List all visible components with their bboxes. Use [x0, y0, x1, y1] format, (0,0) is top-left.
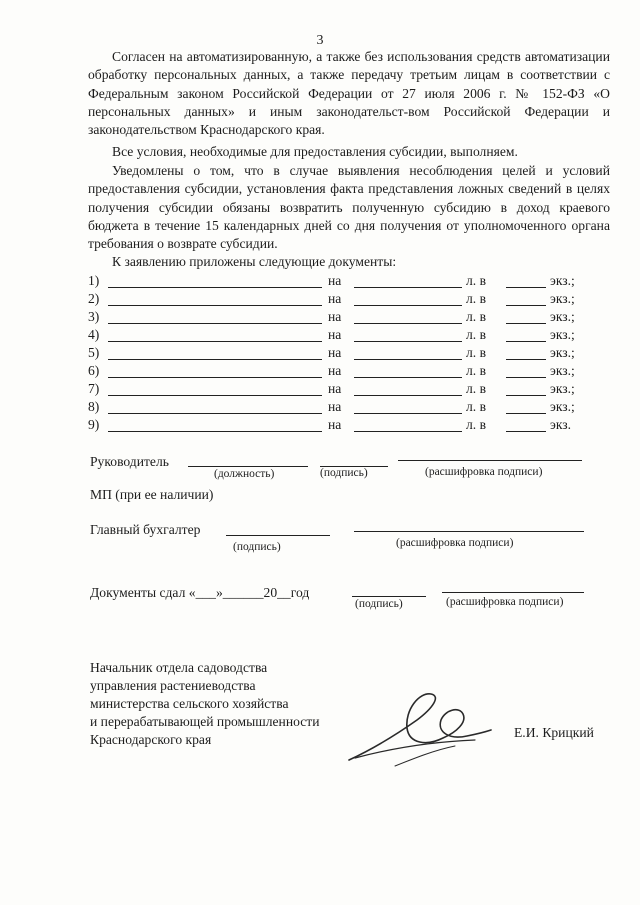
submitted-signature-caption: (подпись)	[355, 598, 403, 610]
document-name-line[interactable]	[108, 359, 322, 360]
official-title-line: министерства сельского хозяйства	[90, 696, 289, 711]
official-title-line: Краснодарского края	[90, 732, 212, 747]
official-name: Е.И. Крицкий	[514, 725, 594, 740]
document-name-line[interactable]	[108, 431, 322, 432]
row-number: 9)	[88, 417, 100, 432]
copies-label: экз.;	[550, 381, 575, 396]
row-number: 6)	[88, 363, 100, 378]
submitted-decoding-line[interactable]	[442, 592, 584, 593]
sheets-label: л. в	[466, 399, 486, 414]
sheets-count-line[interactable]	[354, 323, 462, 324]
row-number: 1)	[88, 273, 100, 288]
na-label: на	[328, 273, 342, 288]
accountant-signature-caption: (подпись)	[233, 541, 281, 553]
head-position-line[interactable]	[188, 466, 308, 467]
row-number: 4)	[88, 327, 100, 342]
na-label: на	[328, 345, 342, 360]
sheets-count-line[interactable]	[354, 287, 462, 288]
copies-count-line[interactable]	[506, 341, 546, 342]
sheets-label: л. в	[466, 273, 486, 288]
sheets-count-line[interactable]	[354, 377, 462, 378]
copies-count-line[interactable]	[506, 431, 546, 432]
document-row	[88, 345, 608, 363]
document-name-line[interactable]	[108, 395, 322, 396]
accountant-decoding-line[interactable]	[354, 531, 584, 532]
copies-label: экз.;	[550, 363, 575, 378]
na-label: на	[328, 327, 342, 342]
copies-count-line[interactable]	[506, 413, 546, 414]
sheets-count-line[interactable]	[354, 305, 462, 306]
sheets-label: л. в	[466, 417, 486, 432]
copies-label: экз.	[550, 417, 572, 432]
copies-count-line[interactable]	[506, 377, 546, 378]
row-number: 2)	[88, 291, 100, 306]
official-title-line: управления растениеводства	[90, 678, 256, 693]
na-label: на	[328, 291, 342, 306]
head-decoding-line[interactable]	[398, 460, 582, 461]
sheets-count-line[interactable]	[354, 341, 462, 342]
document-name-line[interactable]	[108, 341, 322, 342]
copies-label: экз.;	[550, 399, 575, 414]
head-position-caption: (должность)	[214, 468, 275, 480]
sheets-label: л. в	[466, 381, 486, 396]
document-name-line[interactable]	[108, 323, 322, 324]
document-name-line[interactable]	[108, 287, 322, 288]
document-name-line[interactable]	[108, 377, 322, 378]
head-label: Руководитель	[90, 454, 169, 469]
copies-count-line[interactable]	[506, 287, 546, 288]
accountant-signature-line[interactable]	[226, 535, 330, 536]
consent-paragraph: Согласен на автоматизированную, а также без использования средств автоматизации обработку персональных данных, а также передачу третьим лицам в соответствии с Федеральным законом Российской Федерации от 27 июля 2006 г. № 152-ФЗ «О персональных данных» и иным законодательст-вом Российской Федерации и законодательством Краснодарского края.	[88, 49, 610, 138]
na-label: на	[328, 363, 342, 378]
copies-label: экз.;	[550, 291, 575, 306]
sheets-label: л. в	[466, 291, 486, 306]
notice-paragraph: Уведомлены о том, что в случае выявления несоблюдения целей и условий предоставления субсидии, установления факта представления ложных сведений в целях получения субсидии обязаны возвратить полученную субсидию в доход краевого бюджета в течение 15 календарных дней со дня получения от уполномоченного органа требования о возврате субсидии.	[88, 163, 610, 252]
submitted-signature-line[interactable]	[352, 596, 426, 597]
na-label: на	[328, 309, 342, 324]
document-name-line[interactable]	[108, 305, 322, 306]
sheets-label: л. в	[466, 363, 486, 378]
conditions-paragraph: Все условия, необходимые для предоставления субсидии, выполняем.	[112, 144, 518, 159]
document-row	[88, 363, 608, 381]
row-number: 5)	[88, 345, 100, 360]
row-number: 3)	[88, 309, 100, 324]
copies-label: экз.;	[550, 327, 575, 342]
stamp-label: МП (при ее наличии)	[90, 487, 214, 502]
sheets-count-line[interactable]	[354, 359, 462, 360]
copies-label: экз.;	[550, 273, 575, 288]
page-number: 3	[316, 33, 324, 48]
document-row	[88, 399, 608, 417]
na-label: на	[328, 417, 342, 432]
document-row	[88, 381, 608, 399]
document-row	[88, 291, 608, 309]
copies-count-line[interactable]	[506, 395, 546, 396]
sheets-count-line[interactable]	[354, 431, 462, 432]
accountant-label: Главный бухгалтер	[90, 522, 201, 537]
document-row	[88, 417, 608, 435]
copies-count-line[interactable]	[506, 305, 546, 306]
document-name-line[interactable]	[108, 413, 322, 414]
document-row	[88, 327, 608, 345]
head-signature-caption: (подпись)	[320, 467, 368, 479]
row-number: 7)	[88, 381, 100, 396]
copies-label: экз.;	[550, 309, 575, 324]
sheets-count-line[interactable]	[354, 413, 462, 414]
document-row	[88, 309, 608, 327]
copies-count-line[interactable]	[506, 323, 546, 324]
na-label: на	[328, 381, 342, 396]
sheets-label: л. в	[466, 345, 486, 360]
official-title-line: и перерабатывающей промышленности	[90, 714, 320, 729]
submitted-label: Документы сдал «___»______20__год	[90, 585, 310, 600]
row-number: 8)	[88, 399, 100, 414]
attached-documents-heading: К заявлению приложены следующие документы:	[112, 254, 397, 269]
sheets-label: л. в	[466, 327, 486, 342]
copies-label: экз.;	[550, 345, 575, 360]
official-title-line: Начальник отдела садоводства	[90, 660, 268, 675]
sheets-count-line[interactable]	[354, 395, 462, 396]
head-decoding-caption: (расшифровка подписи)	[425, 466, 543, 478]
copies-count-line[interactable]	[506, 359, 546, 360]
document-row	[88, 273, 608, 291]
submitted-decoding-caption: (расшифровка подписи)	[446, 596, 564, 608]
na-label: на	[328, 399, 342, 414]
accountant-decoding-caption: (расшифровка подписи)	[396, 537, 514, 549]
handwritten-signature	[345, 688, 495, 768]
sheets-label: л. в	[466, 309, 486, 324]
